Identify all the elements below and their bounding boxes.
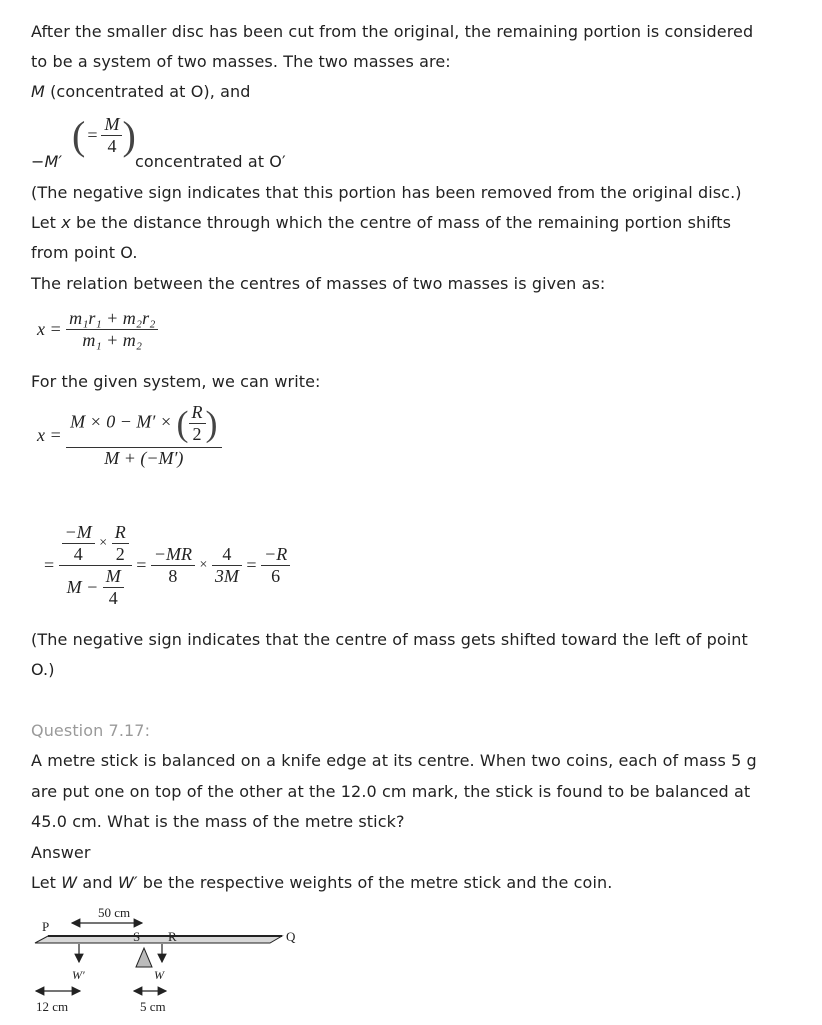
times-sign: ×	[99, 535, 108, 551]
formula-system	[37, 402, 222, 469]
paragraph-text: The relation between the centres of masses of two masses is given as:	[31, 274, 606, 293]
var-neg-m-prime: −M′	[31, 152, 63, 171]
denominator: 2	[115, 544, 125, 564]
r-numerator: R	[189, 402, 206, 424]
text: be the respective weights of the metre stick and the coin.	[137, 873, 613, 892]
denominator: 4	[107, 136, 117, 156]
text: and	[77, 873, 118, 892]
answer-label: Answer	[31, 843, 91, 862]
paragraph-text: (The negative sign indicates that this portion has been removed from the original disc.)	[31, 183, 742, 202]
numerator: M	[101, 114, 122, 136]
paragraph-text: concentrated at O′	[135, 152, 286, 171]
formula-center-of-mass	[37, 308, 158, 351]
denominator: 3M	[214, 566, 239, 586]
equals-sign: =	[44, 555, 55, 575]
answer-text	[31, 873, 612, 892]
question-text: are put one on top of the other at the 12.0 cm mark, the stick is found to be balanced at	[31, 782, 751, 801]
left-paren: (	[72, 113, 86, 158]
denominator: 4	[73, 544, 83, 564]
text: be the distance through which the centre of mass of the remaining portion shifts	[70, 213, 732, 232]
equals-sign: =	[87, 125, 98, 145]
label-5cm: 5 cm	[140, 999, 166, 1014]
label-w: W	[154, 968, 164, 982]
label-w-prime: W′	[72, 968, 85, 982]
r-denominator: 2	[192, 424, 202, 444]
fraction	[66, 308, 158, 351]
paragraph-text: to be a system of two masses. The two masses are:	[31, 52, 451, 71]
knife-edge	[136, 948, 152, 967]
right-paren: )	[122, 113, 136, 158]
numerator: −M	[62, 522, 95, 544]
formula-simplified	[44, 522, 290, 609]
paragraph-text	[31, 213, 731, 232]
label-q: Q	[286, 929, 296, 944]
metre-stick-diagram	[30, 898, 310, 1023]
formula-lhs: x =	[37, 425, 62, 445]
equals-sign: =	[136, 555, 147, 575]
var-w-prime: W′	[117, 873, 138, 892]
numerator: 4	[212, 544, 242, 566]
numerator: −MR	[151, 544, 195, 566]
numerator: M	[103, 566, 124, 588]
denominator-text: M −	[66, 577, 99, 597]
paragraph-text: from point O.	[31, 243, 138, 262]
numerator: m₁r₁ + m₂r₂	[66, 308, 158, 330]
formula-lhs: x =	[37, 319, 62, 339]
paragraph-text: For the given system, we can write:	[31, 372, 321, 391]
paragraph-text: After the smaller disc has been cut from the original, the remaining portion is considered	[31, 22, 754, 41]
denominator: 4	[108, 588, 118, 608]
fraction	[101, 114, 122, 157]
label-p: P	[42, 919, 50, 934]
label-r: R	[168, 929, 177, 944]
text: Let	[31, 213, 62, 232]
paragraph-text: O.)	[31, 660, 55, 679]
numerator-text: M × 0 − M′ ×	[70, 411, 173, 432]
equation-m-quarter	[72, 112, 136, 159]
compound-fraction	[59, 522, 132, 609]
paragraph-text: (The negative sign indicates that the centre of mass gets shifted toward the left of point	[31, 630, 748, 649]
text: (concentrated at O), and	[44, 82, 251, 101]
equals-sign: =	[246, 555, 257, 575]
times-sign: ×	[199, 557, 208, 573]
metre-stick	[35, 936, 282, 943]
denominator: M + (−M′)	[104, 448, 184, 468]
label-12cm: 12 cm	[36, 999, 69, 1014]
fraction: M × 0 − M′ × ( $\frac{R}{2}$ ) M + (−M′)	[66, 402, 221, 469]
numerator: −R	[261, 544, 290, 566]
question-text: 45.0 cm. What is the mass of the metre stick?	[31, 812, 405, 831]
label-s: S	[133, 929, 141, 944]
text: Let	[31, 873, 62, 892]
paragraph-text	[31, 82, 251, 101]
question-text: A metre stick is balanced on a knife edge at its centre. When two coins, each of mass 5 g	[31, 751, 757, 770]
denominator: m₁ + m₂	[82, 330, 143, 350]
var-x: x	[61, 213, 71, 232]
var-m: M	[31, 82, 45, 101]
var-w: W	[61, 873, 78, 892]
label-50cm: 50 cm	[98, 905, 131, 920]
denominator: 8	[168, 566, 178, 586]
numerator: R	[112, 522, 129, 544]
question-heading: Question 7.17:	[31, 721, 151, 740]
denominator: 6	[271, 566, 281, 586]
